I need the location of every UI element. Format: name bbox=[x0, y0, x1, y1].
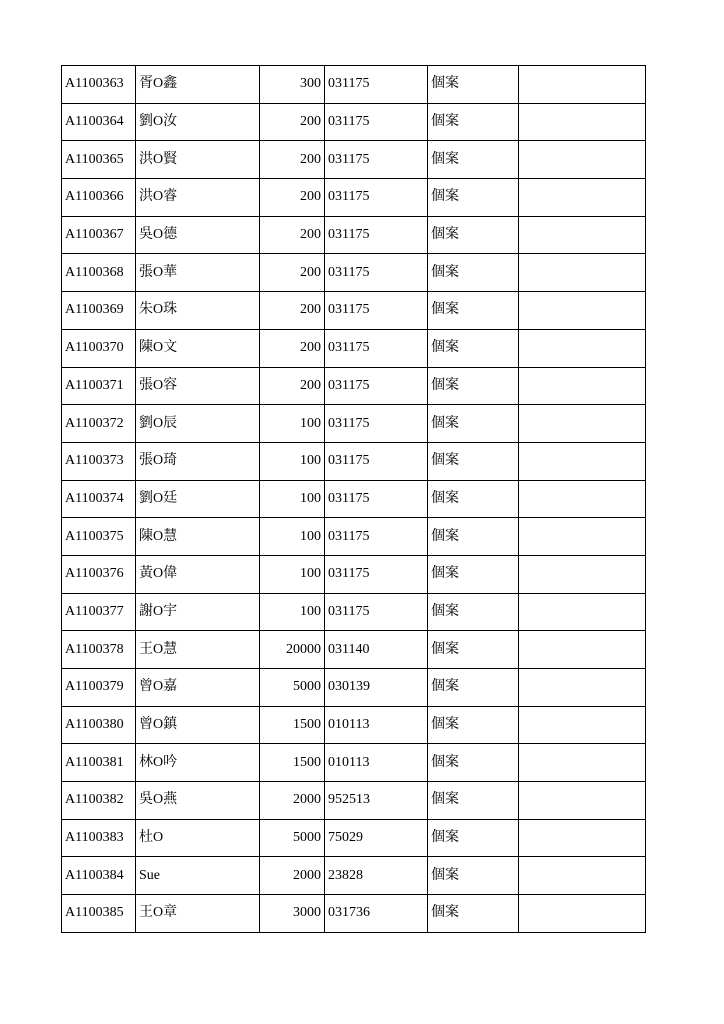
category-cell: 個案 bbox=[428, 141, 519, 179]
receipt-id-cell: A1100382 bbox=[62, 782, 136, 820]
receipt-id-cell: A1100373 bbox=[62, 442, 136, 480]
table-row bbox=[62, 895, 646, 933]
table-row bbox=[62, 103, 646, 141]
amount-cell: 200 bbox=[260, 367, 325, 405]
code-cell: 952513 bbox=[325, 782, 428, 820]
table-row bbox=[62, 254, 646, 292]
note-cell bbox=[519, 857, 646, 895]
receipt-id-cell: A1100376 bbox=[62, 555, 136, 593]
table-row bbox=[62, 631, 646, 669]
donor-name-cell: 洪O睿 bbox=[136, 179, 260, 217]
amount-cell: 200 bbox=[260, 254, 325, 292]
category-cell: 個案 bbox=[428, 292, 519, 330]
table-row bbox=[62, 329, 646, 367]
table-row bbox=[62, 216, 646, 254]
donor-name-cell: 杜O bbox=[136, 819, 260, 857]
receipt-id-cell: A1100381 bbox=[62, 744, 136, 782]
code-cell: 031175 bbox=[325, 367, 428, 405]
category-cell: 個案 bbox=[428, 367, 519, 405]
note-cell bbox=[519, 706, 646, 744]
amount-cell: 200 bbox=[260, 292, 325, 330]
code-cell: 031175 bbox=[325, 103, 428, 141]
note-cell bbox=[519, 179, 646, 217]
receipt-id-cell: A1100378 bbox=[62, 631, 136, 669]
receipt-id-cell: A1100383 bbox=[62, 819, 136, 857]
amount-cell: 100 bbox=[260, 555, 325, 593]
donor-name-cell: 謝O宇 bbox=[136, 593, 260, 631]
code-cell: 031175 bbox=[325, 480, 428, 518]
table-row bbox=[62, 706, 646, 744]
note-cell bbox=[519, 367, 646, 405]
category-cell: 個案 bbox=[428, 782, 519, 820]
receipt-id-cell: A1100369 bbox=[62, 292, 136, 330]
amount-cell: 2000 bbox=[260, 857, 325, 895]
table-row bbox=[62, 857, 646, 895]
donor-name-cell: 王O章 bbox=[136, 895, 260, 933]
code-cell: 031175 bbox=[325, 329, 428, 367]
category-cell: 個案 bbox=[428, 254, 519, 292]
donor-name-cell: 胥O鑫 bbox=[136, 66, 260, 104]
amount-cell: 2000 bbox=[260, 782, 325, 820]
category-cell: 個案 bbox=[428, 216, 519, 254]
note-cell bbox=[519, 405, 646, 443]
category-cell: 個案 bbox=[428, 179, 519, 217]
table-row bbox=[62, 782, 646, 820]
code-cell: 031175 bbox=[325, 254, 428, 292]
amount-cell: 100 bbox=[260, 593, 325, 631]
donor-name-cell: 劉O辰 bbox=[136, 405, 260, 443]
amount-cell: 200 bbox=[260, 179, 325, 217]
category-cell: 個案 bbox=[428, 895, 519, 933]
receipt-id-cell: A1100384 bbox=[62, 857, 136, 895]
category-cell: 個案 bbox=[428, 593, 519, 631]
category-cell: 個案 bbox=[428, 706, 519, 744]
amount-cell: 20000 bbox=[260, 631, 325, 669]
amount-cell: 200 bbox=[260, 329, 325, 367]
amount-cell: 200 bbox=[260, 141, 325, 179]
category-cell: 個案 bbox=[428, 669, 519, 707]
category-cell: 個案 bbox=[428, 480, 519, 518]
note-cell bbox=[519, 66, 646, 104]
category-cell: 個案 bbox=[428, 103, 519, 141]
table-row bbox=[62, 179, 646, 217]
receipt-id-cell: A1100370 bbox=[62, 329, 136, 367]
table-row bbox=[62, 141, 646, 179]
amount-cell: 100 bbox=[260, 518, 325, 556]
category-cell: 個案 bbox=[428, 329, 519, 367]
code-cell: 031175 bbox=[325, 518, 428, 556]
category-cell: 個案 bbox=[428, 819, 519, 857]
table-row bbox=[62, 819, 646, 857]
receipt-id-cell: A1100372 bbox=[62, 405, 136, 443]
receipt-id-cell: A1100385 bbox=[62, 895, 136, 933]
note-cell bbox=[519, 555, 646, 593]
category-cell: 個案 bbox=[428, 518, 519, 556]
amount-cell: 1500 bbox=[260, 706, 325, 744]
donor-name-cell: 吳O德 bbox=[136, 216, 260, 254]
note-cell bbox=[519, 631, 646, 669]
amount-cell: 5000 bbox=[260, 669, 325, 707]
note-cell bbox=[519, 254, 646, 292]
amount-cell: 3000 bbox=[260, 895, 325, 933]
code-cell: 030139 bbox=[325, 669, 428, 707]
donor-name-cell: 黃O偉 bbox=[136, 555, 260, 593]
donor-name-cell: 陳O慧 bbox=[136, 518, 260, 556]
code-cell: 031140 bbox=[325, 631, 428, 669]
amount-cell: 300 bbox=[260, 66, 325, 104]
table-row bbox=[62, 66, 646, 104]
donor-name-cell: 王O慧 bbox=[136, 631, 260, 669]
category-cell: 個案 bbox=[428, 405, 519, 443]
receipt-id-cell: A1100380 bbox=[62, 706, 136, 744]
code-cell: 75029 bbox=[325, 819, 428, 857]
receipt-id-cell: A1100375 bbox=[62, 518, 136, 556]
table-row bbox=[62, 480, 646, 518]
category-cell: 個案 bbox=[428, 442, 519, 480]
donor-name-cell: 劉O汝 bbox=[136, 103, 260, 141]
receipt-id-cell: A1100368 bbox=[62, 254, 136, 292]
note-cell bbox=[519, 782, 646, 820]
amount-cell: 100 bbox=[260, 405, 325, 443]
receipt-id-cell: A1100363 bbox=[62, 66, 136, 104]
donor-name-cell: 曾O鎮 bbox=[136, 706, 260, 744]
code-cell: 031736 bbox=[325, 895, 428, 933]
code-cell: 031175 bbox=[325, 442, 428, 480]
note-cell bbox=[519, 669, 646, 707]
donor-name-cell: 張O容 bbox=[136, 367, 260, 405]
note-cell bbox=[519, 216, 646, 254]
note-cell bbox=[519, 744, 646, 782]
code-cell: 010113 bbox=[325, 706, 428, 744]
code-cell: 031175 bbox=[325, 66, 428, 104]
table-row bbox=[62, 669, 646, 707]
donor-name-cell: 林O吟 bbox=[136, 744, 260, 782]
receipt-id-cell: A1100365 bbox=[62, 141, 136, 179]
code-cell: 031175 bbox=[325, 179, 428, 217]
donor-name-cell: 洪O賢 bbox=[136, 141, 260, 179]
table-row bbox=[62, 292, 646, 330]
code-cell: 031175 bbox=[325, 405, 428, 443]
amount-cell: 100 bbox=[260, 442, 325, 480]
category-cell: 個案 bbox=[428, 66, 519, 104]
code-cell: 031175 bbox=[325, 141, 428, 179]
receipt-id-cell: A1100371 bbox=[62, 367, 136, 405]
donor-name-cell: 曾O嘉 bbox=[136, 669, 260, 707]
category-cell: 個案 bbox=[428, 857, 519, 895]
code-cell: 031175 bbox=[325, 216, 428, 254]
donor-name-cell: 朱O珠 bbox=[136, 292, 260, 330]
table-row bbox=[62, 555, 646, 593]
code-cell: 031175 bbox=[325, 593, 428, 631]
note-cell bbox=[519, 819, 646, 857]
donor-name-cell: Sue bbox=[136, 857, 260, 895]
category-cell: 個案 bbox=[428, 744, 519, 782]
donor-name-cell: 張O華 bbox=[136, 254, 260, 292]
category-cell: 個案 bbox=[428, 631, 519, 669]
donation-ledger-table bbox=[61, 65, 646, 933]
code-cell: 23828 bbox=[325, 857, 428, 895]
ledger-body bbox=[62, 66, 646, 933]
receipt-id-cell: A1100364 bbox=[62, 103, 136, 141]
category-cell: 個案 bbox=[428, 555, 519, 593]
receipt-id-cell: A1100367 bbox=[62, 216, 136, 254]
note-cell bbox=[519, 518, 646, 556]
note-cell bbox=[519, 103, 646, 141]
table-row bbox=[62, 367, 646, 405]
receipt-id-cell: A1100366 bbox=[62, 179, 136, 217]
note-cell bbox=[519, 292, 646, 330]
table-row bbox=[62, 405, 646, 443]
table-row bbox=[62, 442, 646, 480]
code-cell: 031175 bbox=[325, 555, 428, 593]
note-cell bbox=[519, 895, 646, 933]
donor-name-cell: 張O琦 bbox=[136, 442, 260, 480]
table-row bbox=[62, 518, 646, 556]
receipt-id-cell: A1100374 bbox=[62, 480, 136, 518]
amount-cell: 200 bbox=[260, 216, 325, 254]
receipt-id-cell: A1100377 bbox=[62, 593, 136, 631]
receipt-id-cell: A1100379 bbox=[62, 669, 136, 707]
note-cell bbox=[519, 141, 646, 179]
amount-cell: 100 bbox=[260, 480, 325, 518]
amount-cell: 200 bbox=[260, 103, 325, 141]
note-cell bbox=[519, 593, 646, 631]
table-row bbox=[62, 744, 646, 782]
table-row bbox=[62, 593, 646, 631]
note-cell bbox=[519, 480, 646, 518]
donor-name-cell: 陳O文 bbox=[136, 329, 260, 367]
amount-cell: 1500 bbox=[260, 744, 325, 782]
code-cell: 010113 bbox=[325, 744, 428, 782]
note-cell bbox=[519, 442, 646, 480]
donor-name-cell: 吳O燕 bbox=[136, 782, 260, 820]
code-cell: 031175 bbox=[325, 292, 428, 330]
note-cell bbox=[519, 329, 646, 367]
amount-cell: 5000 bbox=[260, 819, 325, 857]
donor-name-cell: 劉O廷 bbox=[136, 480, 260, 518]
